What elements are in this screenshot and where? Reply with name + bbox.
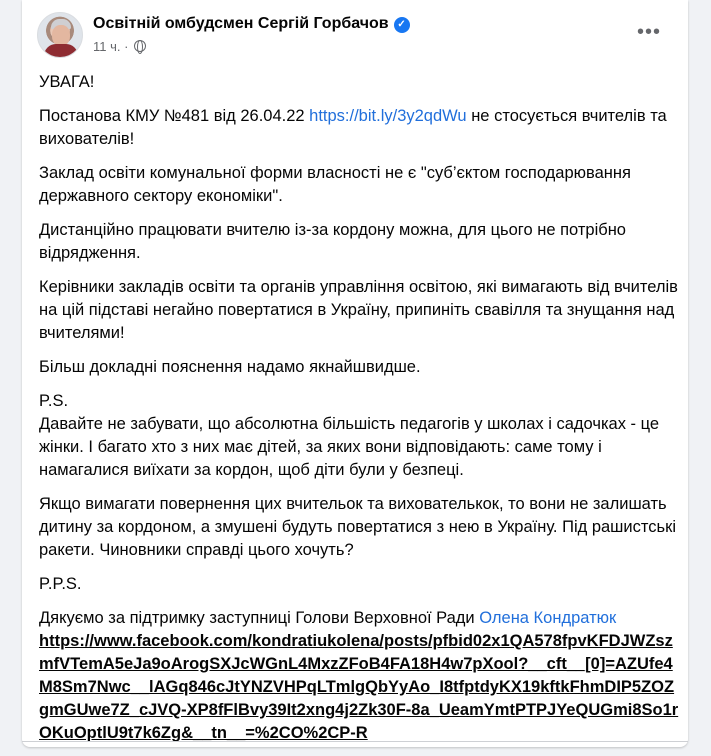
- ps-heading: P.S.: [39, 392, 69, 410]
- post-card: [22, 0, 688, 747]
- post-text: [39, 71, 679, 756]
- verified-badge-icon: ✓: [394, 17, 410, 33]
- paragraph-10: Дякуємо за підтримку заступниці Голови Верховної Ради Олена Кондратюк https://www.facebook.com/kondratiukolena/posts/pfbid02x1QA578fpvKFDJWZszmfVTemA5eJa9oArogSXJcWGnL4MxzZFoB4FA18H4w7pXool?__cft__[0]=AZUfe4M8Sm7Nwc__lAGq846cJtYNZVHPqLTmlgQbYyAo_I8tfptdyKX19kftkFhmDIP5ZOZgmGUwe7Z_cJVQ-XP8fFlBvy39It2xng4j2Zk30F-8a_UeamYmtPTPJYeQUGmi8So1rOKuOptlU9t7k6Zg&__tn__=%2CO%2CP-R: [39, 609, 679, 742]
- paragraph-4: Дистанційно працювати вчителю із-за кордону можна, для цього не потрібно відрядження.: [39, 221, 626, 262]
- paragraph-5: Керівники закладів освіти та органів управління освітою, які вимагають від вчителів на цій підставі негайно повертатися в Україну, припиніть свавілля та знущання над вчителями!: [39, 278, 678, 342]
- globe-icon: [134, 40, 146, 52]
- paragraph-3: Заклад освіти комунальної форми власності не є "суб’єктом господарювання державного сектору економіки".: [39, 164, 631, 205]
- paragraph-7: [39, 390, 679, 482]
- ps-body: Давайте не забувати, що абсолютна більшість педагогів у школах і садочках - це жінки. І багато хто з них має дітей, за яких вони відповідають: саме тому і намагалися виїхати за кордон, щоб діти були у безпеці.: [39, 415, 660, 479]
- more-options-icon[interactable]: •••: [636, 21, 661, 43]
- short-link[interactable]: https://bit.ly/3y2qdWu: [309, 107, 467, 125]
- paragraph-1: УВАГА!: [39, 73, 95, 91]
- post-meta: 11 ч. ·: [93, 39, 146, 54]
- post-header: [37, 12, 673, 58]
- author-name[interactable]: Освітній омбудсмен Сергій Горбачов: [93, 15, 389, 32]
- paragraph-8: Якщо вимагати повернення цих вчительок та вихователькок, то вони не залишать дитину за кордоном, а змушені будуть повертатися з нею в Україну. Під рашистські ракети. Чиновники справді цього хочуть?: [39, 495, 676, 559]
- paragraph-9: P.P.S.: [39, 575, 82, 593]
- author-name-line: [93, 15, 410, 33]
- facebook-post-link[interactable]: https://www.facebook.com/kondratiukolena/posts/pfbid02x1QA578fpvKFDJWZszmfVTemA5eJa9oArogSXJcWGnL4MxzZFoB4FA18H4w7pXool?__cft__[0]=AZUfe4M8Sm7Nwc__lAGq846cJtYNZVHPqLTmlgQbYyAo_I8tfptdyKX19kftkFhmDIP5ZOZgmGUwe7Z_cJVQ-XP8fFlBvy39It2xng4j2Zk30F-8a_UeamYmtPTPJYeQUGmi8So1rOKuOptlU9t7k6Zg&__tn__=%2CO%2CP-R: [39, 632, 679, 742]
- paragraph-6: Більш докладні пояснення надамо якнайшвидше.: [39, 358, 421, 376]
- post-divider: [22, 741, 688, 747]
- author-avatar[interactable]: [37, 12, 83, 58]
- paragraph-2: Постанова КМУ №481 від 26.04.22 https://bit.ly/3y2qdWu не стосується вчителів та вихователів!: [39, 107, 667, 148]
- post-time[interactable]: 11 ч.: [93, 39, 121, 54]
- mention-link[interactable]: Олена Кондратюк: [479, 609, 617, 627]
